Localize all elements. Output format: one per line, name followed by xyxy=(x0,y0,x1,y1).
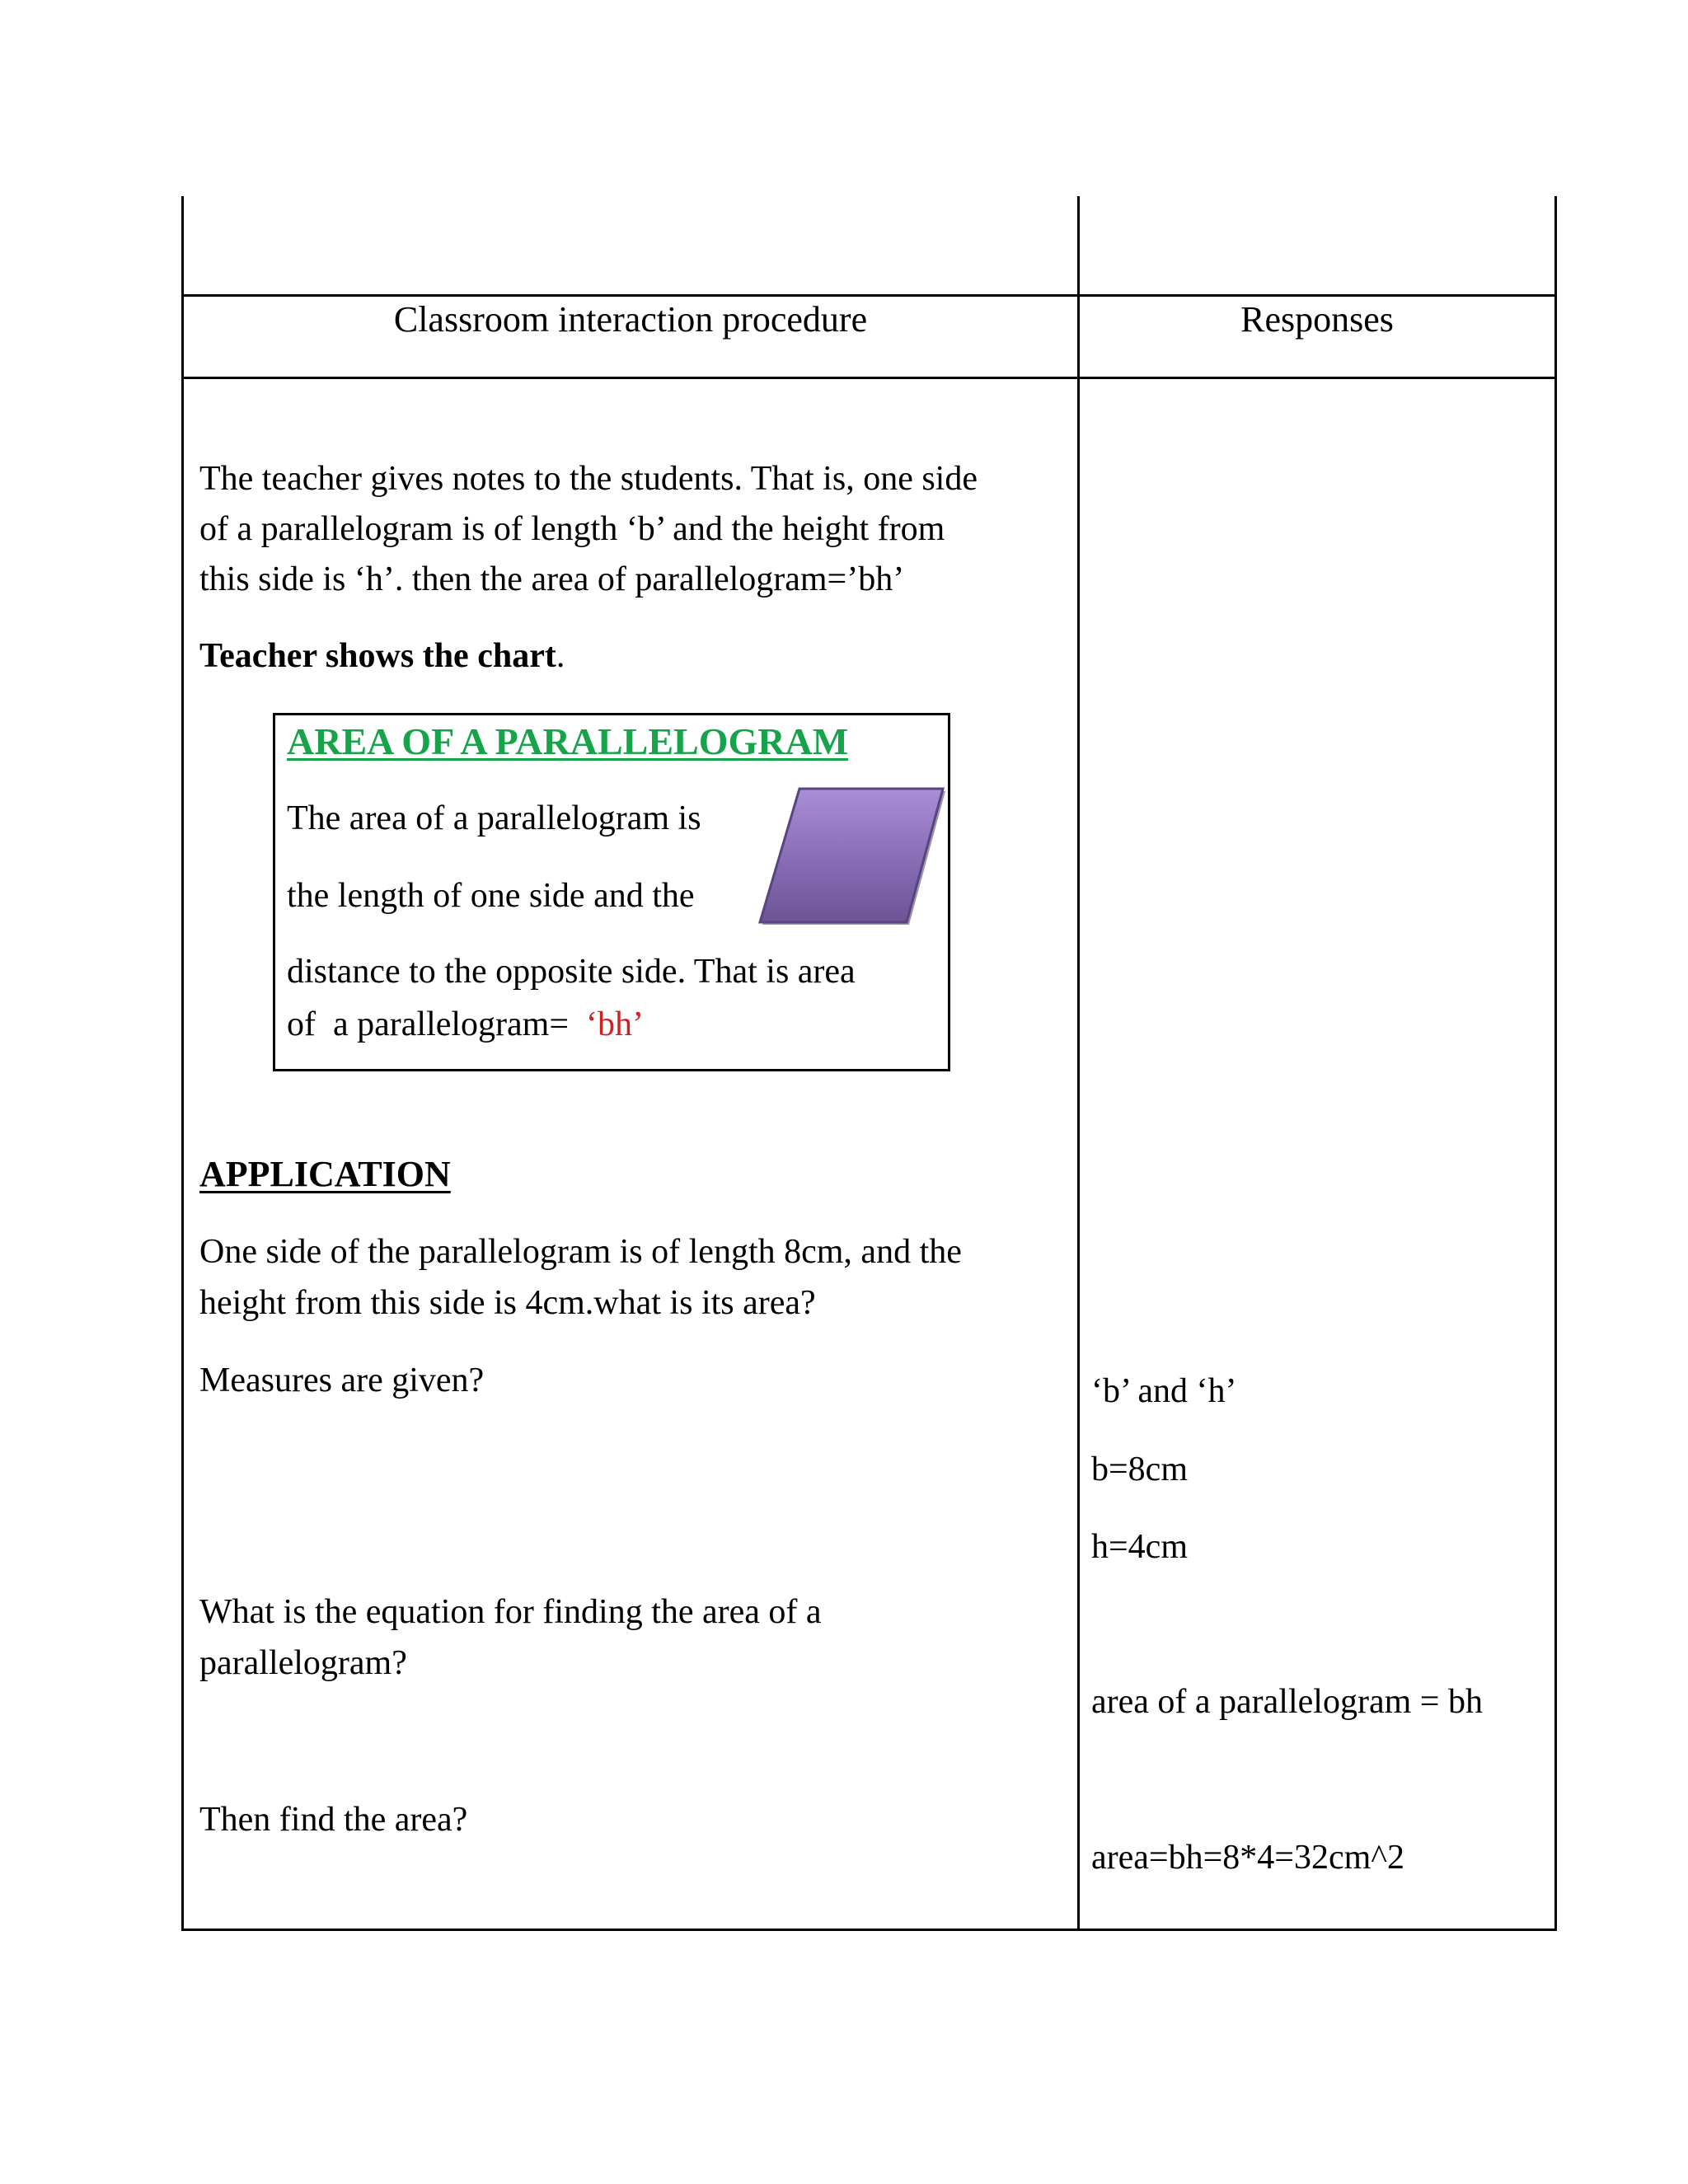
table-left-border xyxy=(181,196,184,1931)
equation-question-line-1: What is the equation for finding the area of a xyxy=(199,1593,822,1631)
application-heading: APPLICATION xyxy=(199,1154,451,1194)
response-measures: ‘b’ and ‘h’ xyxy=(1091,1372,1237,1410)
parallelogram-shape-icon xyxy=(755,785,946,926)
chart-formula-bh: ‘bh’ xyxy=(586,1005,645,1043)
notes-line-1: The teacher gives notes to the students. That is, one side xyxy=(199,460,978,498)
application-question-line-2: height from this side is 4cm.what is its area? xyxy=(199,1284,816,1322)
chart-line-4 xyxy=(287,998,644,1051)
column-header-procedure: Classroom interaction procedure xyxy=(393,299,868,340)
chart-title: AREA OF A PARALLELOGRAM xyxy=(287,720,849,762)
parallelogram-chart xyxy=(273,713,950,1071)
response-h-value: h=4cm xyxy=(1091,1528,1188,1566)
chart-line-3: distance to the opposite side. That is area xyxy=(287,953,856,991)
response-equation: area of a parallelogram = bh xyxy=(1091,1683,1483,1721)
teacher-shows-chart-period: . xyxy=(556,637,565,675)
header-bottom-border xyxy=(181,377,1557,379)
find-area-question: Then find the area? xyxy=(199,1801,468,1839)
table-right-border xyxy=(1554,196,1557,1931)
notes-line-3: this side is ‘h’. then the area of parallelogram=’bh’ xyxy=(199,560,905,598)
chart-line-2: the length of one side and the xyxy=(287,877,695,915)
response-answer: area=bh=8*4=32cm^2 xyxy=(1091,1839,1404,1877)
equation-question-line-2: parallelogram? xyxy=(199,1644,407,1682)
column-header-responses: Responses xyxy=(1240,299,1394,340)
measures-question: Measures are given? xyxy=(199,1361,485,1399)
table-bottom-border xyxy=(181,1929,1557,1931)
notes-line-2: of a parallelogram is of length ‘b’ and the height from xyxy=(199,510,945,548)
teacher-shows-chart-bold: Teacher shows the chart xyxy=(199,637,556,675)
chart-line-4-prefix: of a parallelogram= xyxy=(287,1005,587,1043)
application-question-line-1: One side of the parallelogram is of length 8cm, and the xyxy=(199,1233,962,1271)
chart-line-1: The area of a parallelogram is xyxy=(287,799,701,837)
table-column-divider xyxy=(1077,196,1080,1931)
response-b-value: b=8cm xyxy=(1091,1451,1188,1488)
teacher-shows-chart xyxy=(199,630,565,682)
